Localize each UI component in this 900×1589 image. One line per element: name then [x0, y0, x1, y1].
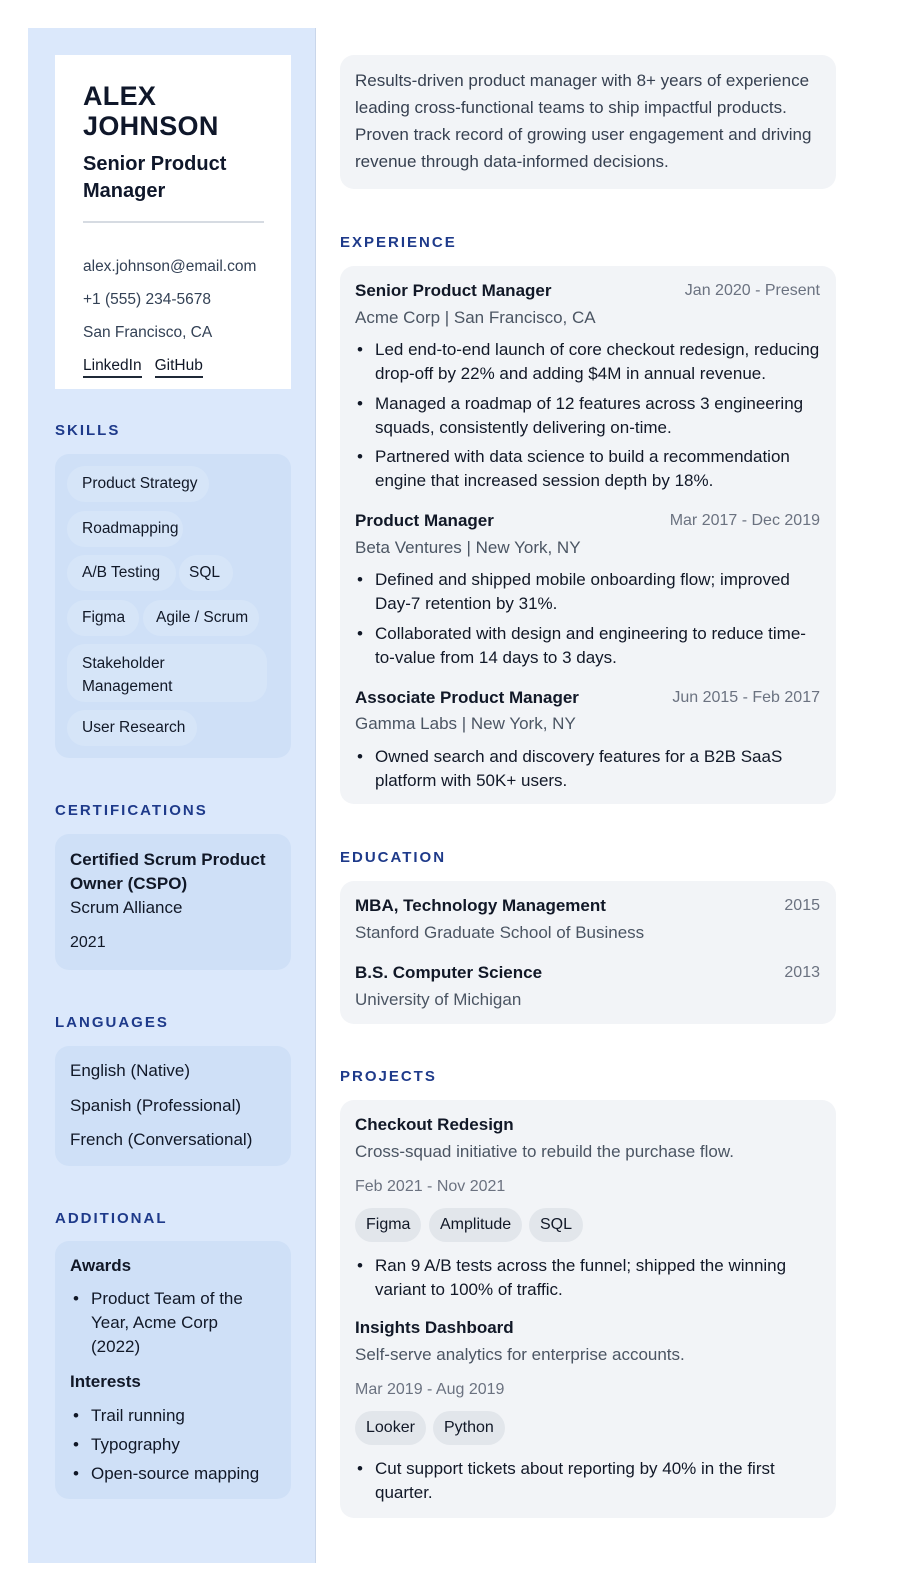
skill-chip: SQL [179, 555, 233, 591]
skill-chip: Stakeholder Management [67, 644, 267, 702]
interest-item: • Typography [70, 1433, 285, 1457]
project-description: Self-serve analytics for enterprise accounts. [355, 1345, 685, 1364]
job-bullet: • Led end-to-end launch of core checkout redesign, reducing drop-off by 22% and adding $4M in annual revenue. [355, 338, 825, 386]
skills-heading: SKILLS [55, 422, 121, 439]
degree-name: MBA, Technology Management [355, 896, 606, 915]
project-name: Insights Dashboard [355, 1318, 514, 1337]
education-card [340, 881, 836, 1024]
sidebar [28, 28, 316, 1563]
skill-chip: Figma [67, 600, 139, 636]
project-tag: Figma [355, 1208, 421, 1242]
skills-card [55, 454, 291, 758]
summary-card [340, 55, 836, 189]
interests-heading: Interests [70, 1372, 141, 1391]
certification-card [55, 834, 291, 970]
skill-chip: Roadmapping [67, 511, 183, 547]
school-name: Stanford Graduate School of Business [355, 923, 645, 942]
job-dates: Mar 2017 - Dec 2019 [669, 512, 820, 529]
profile-links [83, 357, 216, 378]
candidate-name: ALEX JOHNSON [83, 81, 219, 141]
award-item: • Product Team of the Year, Acme Corp (2022) [70, 1287, 260, 1359]
project-tag: Looker [355, 1411, 426, 1445]
project-name: Checkout Redesign [355, 1115, 514, 1134]
linkedin-link[interactable]: LinkedIn [83, 357, 142, 378]
project-tag: Python [433, 1411, 505, 1445]
education-heading: EDUCATION [340, 849, 447, 866]
job-bullet: • Collaborated with design and engineering to reduce time-to-value from 14 days to 3 days. [355, 622, 825, 670]
summary-text: Results-driven product manager with 8+ years of experience leading cross-functional teams to ship impactful products. Proven track record of growing user engagement and driving revenue through data-informed decisions. [355, 71, 812, 171]
certification-name: Certified Scrum Product Owner (CSPO) [70, 850, 266, 893]
job-org: Acme Corp | San Francisco, CA [355, 308, 596, 327]
projects-heading: PROJECTS [340, 1068, 437, 1085]
job-role: Senior Product Manager [355, 281, 552, 300]
skill-chip: Agile / Scrum [143, 600, 259, 636]
additional-card [55, 1241, 291, 1499]
contact-email[interactable]: alex.johnson@email.com [83, 258, 257, 275]
project-tag: Amplitude [429, 1208, 522, 1242]
job-org: Gamma Labs | New York, NY [355, 714, 576, 733]
project-bullet: • Ran 9 A/B tests across the funnel; shipped the winning variant to 100% of traffic. [355, 1254, 825, 1302]
degree-year: 2015 [784, 897, 820, 914]
job-bullet: • Defined and shipped mobile onboarding flow; improved Day-7 retention by 31%. [355, 568, 825, 616]
languages-card [55, 1046, 291, 1166]
contact-phone: +1 (555) 234-5678 [83, 291, 211, 308]
language-item: English (Native) [70, 1061, 190, 1080]
degree-name: B.S. Computer Science [355, 963, 543, 982]
languages-heading: LANGUAGES [55, 1014, 169, 1031]
identity-divider [83, 221, 264, 223]
job-dates: Jun 2015 - Feb 2017 [672, 689, 820, 706]
identity-card [55, 55, 291, 389]
experience-heading: EXPERIENCE [340, 234, 457, 251]
project-dates: Mar 2019 - Aug 2019 [355, 1381, 505, 1398]
project-bullet: • Cut support tickets about reporting by 40% in the first quarter. [355, 1457, 825, 1505]
job-role: Associate Product Manager [355, 688, 579, 707]
certification-year: 2021 [70, 934, 106, 951]
github-link[interactable]: GitHub [155, 357, 203, 378]
job-role: Product Manager [355, 511, 494, 530]
contact-location: San Francisco, CA [83, 324, 213, 341]
certification-org: Scrum Alliance [70, 898, 183, 917]
job-bullet: • Managed a roadmap of 12 features across 3 engineering squads, consistently delivering on-time. [355, 392, 825, 440]
job-org: Beta Ventures | New York, NY [355, 538, 581, 557]
job-dates: Jan 2020 - Present [684, 282, 820, 299]
additional-heading: ADDITIONAL [55, 1210, 168, 1227]
job-bullet: • Owned search and discovery features for a B2B SaaS platform with 50K+ users. [355, 745, 825, 793]
awards-heading: Awards [70, 1256, 132, 1275]
skill-chip: Product Strategy [67, 466, 209, 502]
project-dates: Feb 2021 - Nov 2021 [355, 1178, 506, 1195]
language-item: French (Conversational) [70, 1130, 253, 1149]
experience-card [340, 266, 836, 804]
candidate-title: Senior Product Manager [83, 153, 227, 202]
projects-card [340, 1100, 836, 1518]
language-item: Spanish (Professional) [70, 1096, 242, 1115]
job-bullet: • Partnered with data science to build a recommendation engine that increased session depth by 18%. [355, 445, 825, 493]
school-name: University of Michigan [355, 990, 522, 1009]
certifications-heading: CERTIFICATIONS [55, 802, 208, 819]
project-tag: SQL [529, 1208, 583, 1242]
skill-chip: User Research [67, 710, 197, 746]
interest-item: • Trail running [70, 1404, 285, 1428]
interest-item: • Open-source mapping [70, 1462, 285, 1486]
degree-year: 2013 [784, 964, 820, 981]
skill-chip: A/B Testing [67, 555, 176, 591]
project-description: Cross-squad initiative to rebuild the purchase flow. [355, 1142, 734, 1161]
